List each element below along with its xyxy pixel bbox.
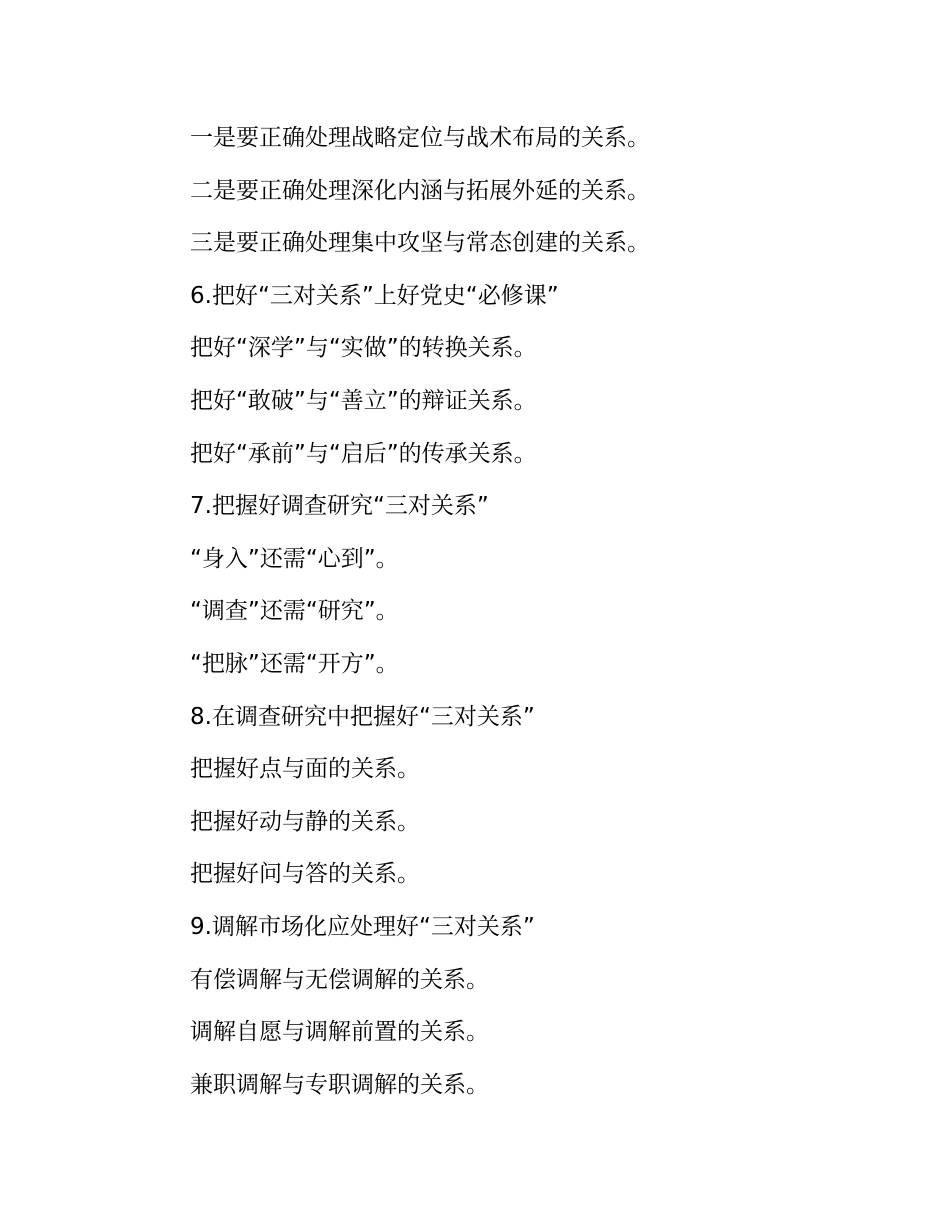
text-line: “调查”还需“研究”。	[190, 598, 399, 625]
text-line: 调解自愿与调解前置的关系。	[190, 1019, 489, 1046]
text-line: “把脉”还需“开方”。	[190, 650, 399, 677]
section-heading: 8.在调查研究中把握好“三对关系”	[190, 703, 535, 730]
text-line: 一是要正确处理战略定位与战术布局的关系。	[190, 125, 650, 151]
text-line: 把好“承前”与“启后”的传承关系。	[190, 440, 537, 467]
text-line: “身入”还需“心到”。	[190, 545, 399, 572]
text-line: 把好“敢破”与“善立”的辩证关系。	[190, 387, 537, 414]
section-heading: 9.调解市场化应处理好“三对关系”	[190, 913, 535, 940]
text-line: 把握好问与答的关系。	[190, 861, 420, 888]
text-line: 三是要正确处理集中攻坚与常态创建的关系。	[190, 230, 650, 257]
document-body	[190, 112, 890, 1111]
text-line: 兼职调解与专职调解的关系。	[190, 1071, 489, 1098]
text-line: 把握好动与静的关系。	[190, 808, 420, 835]
text-line: 二是要正确处理深化内涵与拓展外延的关系。	[190, 177, 650, 204]
section-heading: 6.把好“三对关系”上好党史“必修课”	[190, 282, 559, 309]
text-line: 把好“深学”与“实做”的转换关系。	[190, 335, 537, 362]
text-line: 有偿调解与无偿调解的关系。	[190, 966, 489, 993]
text-line: 把握好点与面的关系。	[190, 756, 420, 783]
section-heading: 7.把握好调查研究“三对关系”	[190, 493, 489, 520]
